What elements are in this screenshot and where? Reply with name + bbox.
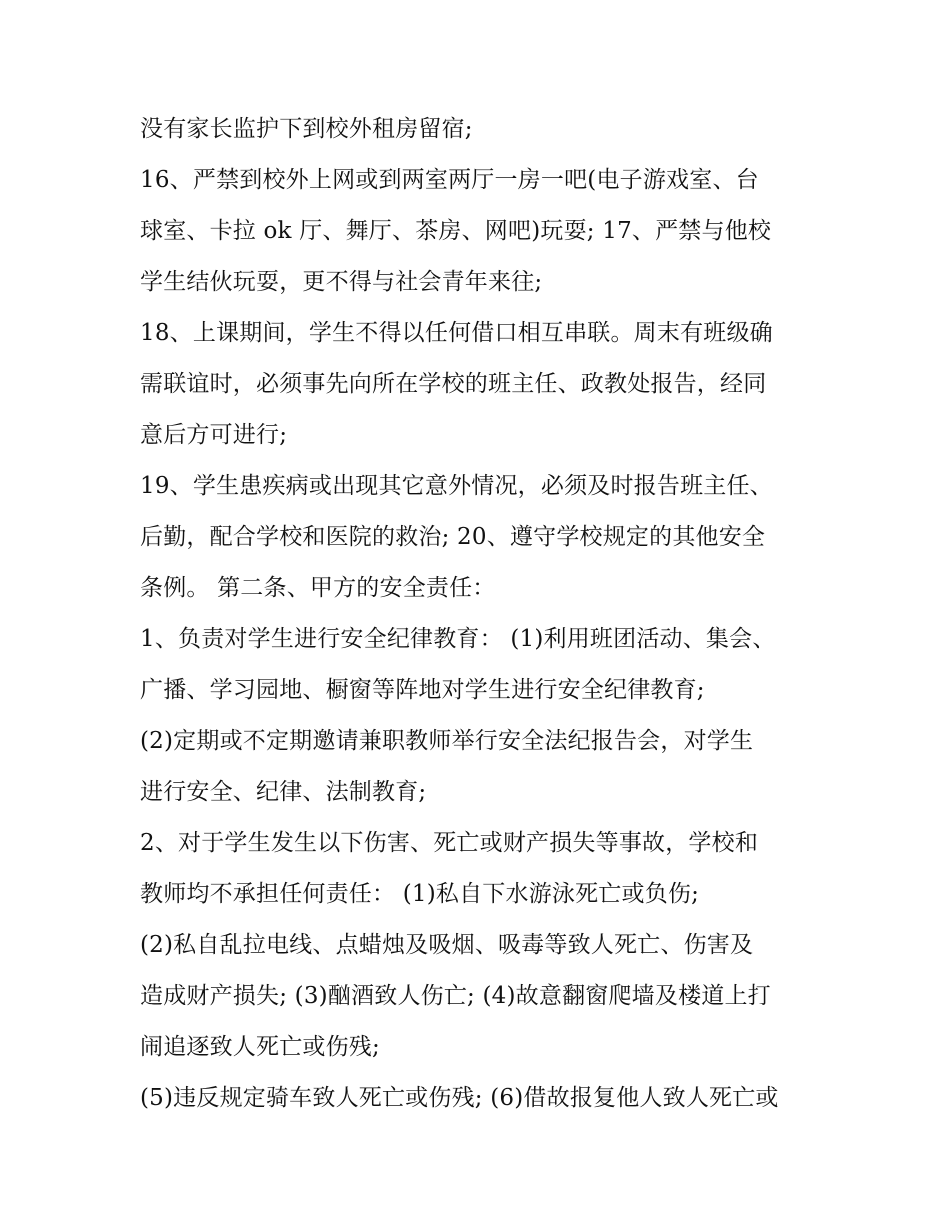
text-line: 闹追逐致人死亡或伤残;: [140, 1034, 380, 1060]
body-text: [140, 104, 830, 1124]
text-line: 球室、卡拉 ok 厅、舞厅、茶房、网吧)玩耍; 17、严禁与他校: [140, 218, 772, 244]
text-line: 广播、学习园地、橱窗等阵地对学生进行安全纪律教育;: [140, 677, 705, 703]
text-line: 学生结伙玩耍，更不得与社会青年来往;: [140, 269, 543, 295]
text-line: 造成财产损失; (3)酗酒致人伤亡; (4)故意翻窗爬墙及楼道上打: [140, 983, 771, 1009]
text-line: 进行安全、纪律、法制教育;: [140, 779, 427, 805]
text-line: 条例。 第二条、甲方的安全责任：: [140, 575, 496, 601]
text-line: 19、学生患疾病或出现其它意外情况，必须及时报告班主任、: [140, 473, 773, 499]
text-line: (2)定期或不定期邀请兼职教师举行安全法纪报告会，对学生: [140, 728, 754, 754]
text-line: 1、负责对学生进行安全纪律教育： (1)利用班团活动、集会、: [140, 626, 776, 652]
text-line: 意后方可进行;: [140, 422, 288, 448]
text-line: (2)私自乱拉电线、点蜡烛及吸烟、吸毒等致人死亡、伤害及: [140, 932, 754, 958]
text-line: 2、对于学生发生以下伤害、死亡或财产损失等事故，学校和: [140, 830, 759, 856]
text-line: 需联谊时，必须事先向所在学校的班主任、政教处报告，经同: [140, 371, 767, 397]
text-line: 没有家长监护下到校外租房留宿;: [140, 116, 473, 142]
text-line: 后勤，配合学校和医院的救治; 20、遵守学校规定的其他安全: [140, 524, 766, 550]
text-line: 教师均不承担任何责任： (1)私自下水游泳死亡或负伤;: [140, 881, 700, 907]
text-line: 16、严禁到校外上网或到两室两厅一房一吧(电子游戏室、台: [140, 167, 759, 193]
text-line: (5)违反规定骑车致人死亡或伤残; (6)借故报复他人致人死亡或: [140, 1085, 779, 1111]
text-line: 18、上课期间，学生不得以任何借口相互串联。周末有班级确: [140, 320, 773, 346]
